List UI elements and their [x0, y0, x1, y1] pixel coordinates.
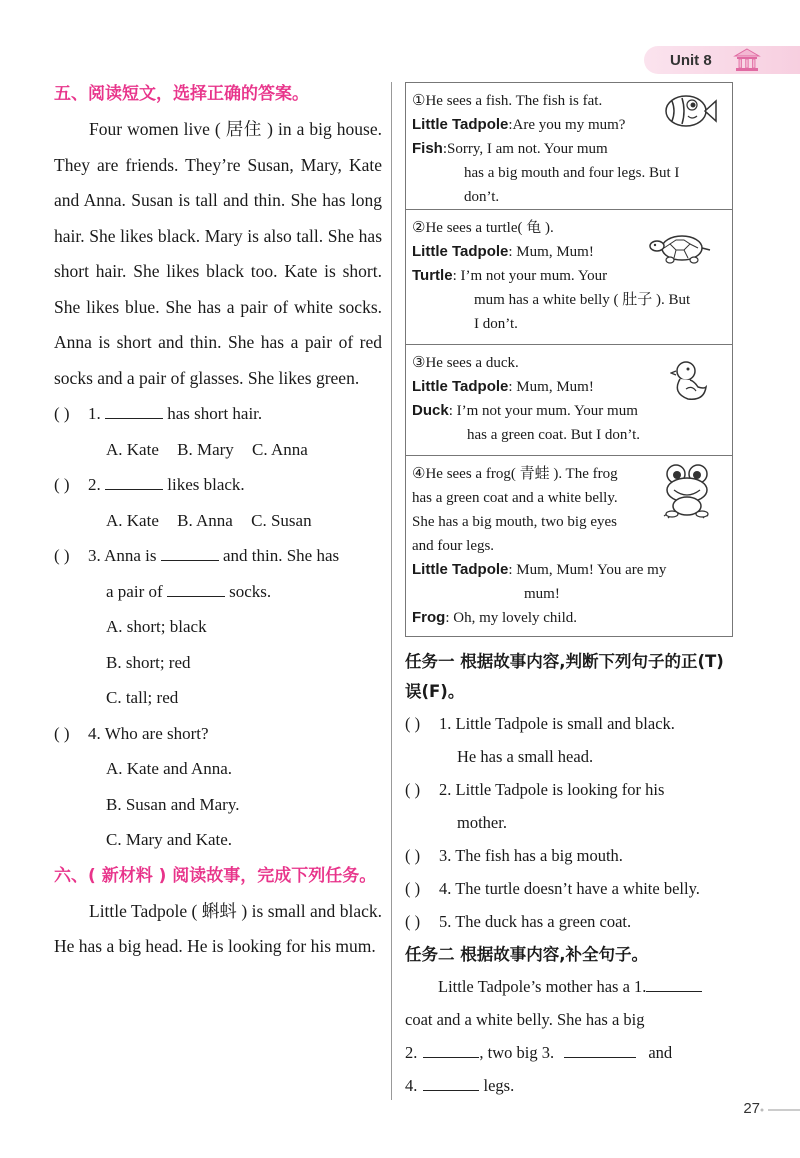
- story-panel-1: ①He sees a fish. The fish is fat. Little Tadpole:Are you my mum? Fish:Sorry, I am not. Your mum has a big mouth and four legs. But I don’t.: [406, 83, 732, 210]
- task1-item-3: ( ) 3. The fish has a big mouth.: [405, 846, 623, 865]
- page-dots-decoration: [760, 1108, 800, 1112]
- answer-blank[interactable]: [161, 546, 219, 561]
- question-3-option-c[interactable]: C. tall; red: [106, 688, 179, 707]
- story-box: [405, 82, 733, 637]
- right-column: ①He sees a fish. The fish is fat. Little Tadpole:Are you my mum? Fish:Sorry, I am not. Your mum has a big mouth and four legs. But I don’t. ②He sees a turtle( 龟 ). Little Tadpole: Mum, Mum! Turtle: I’m not your mum. Your mum has a white belly ( 肚子 ). But I don’t. ③He sees a duck. Little Tadpole: Mum, Mum! Duck: I’m not your mum. Your mum has a green coat. But I don’t. ④He sees a frog( 青蛙 ). The frog has a green coat and a white belly. She has a big mouth, two big eyes and four legs. Little Tadpole: Mum, Mum! You are my mum! Frog: Oh, my lovely child. 任务一 根据故事内容,判断下列句子的正(T)误(F)。 ( ) 1. Little Tadpole is small and black. He has a small head. ( ) 2. Little Tadpole is looking for his mother. ( ) 3. The fish has a big mouth. ( ) 4. The turtle doesn’t have a white belly. ( ) 5. The duck has a green coat. 任务二 根据故事内容,补全句子。 Little Tadpole’s mother has a 1. coat and a white belly. She has a big 2. , two big 3. and 4. legs.: [405, 82, 733, 1102]
- story-panel-4: ④He sees a frog( 青蛙 ). The frog has a green coat and a white belly. She has a big mouth, two big eyes and four legs. Little Tadpole: Mum, Mum! You are my mum! Frog: Oh, my lovely child.: [406, 456, 732, 636]
- task1-item-4: ( ) 4. The turtle doesn’t have a white belly.: [405, 879, 700, 898]
- answer-paren[interactable]: ( ): [54, 404, 70, 423]
- question-1: ( ) 1. has short hair.: [54, 396, 382, 432]
- unit-label: Unit 8: [670, 51, 712, 69]
- question-3-option-a[interactable]: A. short; black: [106, 617, 207, 636]
- section6-intro: Little Tadpole ( 蝌蚪 ) is small and black. He has a big head. He is looking for his mum.: [54, 900, 382, 956]
- left-column: [54, 78, 382, 965]
- temple-icon: [732, 46, 762, 74]
- story-panel-3: ③He sees a duck. Little Tadpole: Mum, Mum! Duck: I’m not your mum. Your mum has a green coat. But I don’t.: [406, 345, 732, 456]
- task2-title: 任务二 根据故事内容,补全句子。: [405, 945, 649, 964]
- question-2: ( ) 2. likes black.: [54, 467, 382, 503]
- question-3: ( ) 3. Anna is and thin. She has: [54, 538, 382, 574]
- unit-tab: [644, 46, 800, 74]
- section5-passage: Four women live ( 居住 ) in a big house. They are friends. They’re Susan, Mary, Kate and Anna. Susan is tall and thin. She has long hair. She likes black. Mary is also tall. She has short hair. She likes black too. Kate is short. She likes blue. She has a pair of white socks. Anna is short and thin. She has a pair of red socks and a pair of glasses. She likes green.: [54, 119, 382, 388]
- task1-item-5: ( ) 5. The duck has a green coat.: [405, 912, 632, 931]
- task2-line-1: Little Tadpole’s mother has a 1.: [405, 970, 733, 1003]
- turtle-icon: [648, 228, 714, 264]
- page-number: 27: [743, 1100, 760, 1117]
- section6-title: 六、( 新材料 ) 阅读故事，完成下列任务。: [54, 865, 377, 886]
- task2-line-4: 4. legs.: [405, 1076, 515, 1095]
- fill-blank-4[interactable]: [423, 1076, 479, 1091]
- question-3-line2: a pair of socks.: [106, 581, 272, 601]
- story-panel-2: ②He sees a turtle( 龟 ). Little Tadpole: Mum, Mum! Turtle: I’m not your mum. Your mum has a white belly ( 肚子 ). But I don’t.: [406, 210, 732, 345]
- section5-title: 五、阅读短文，选择正确的答案。: [54, 84, 309, 104]
- task2-line-3: 2. , two big 3. and: [405, 1043, 673, 1062]
- column-divider: [391, 82, 392, 1100]
- task1-title: 任务一 根据故事内容,判断下列句子的正(T)误(F)。: [405, 652, 724, 701]
- question-3-option-b[interactable]: B. short; red: [106, 652, 191, 672]
- answer-blank[interactable]: [105, 475, 163, 490]
- task2-line-2: coat and a white belly. She has a big: [405, 1010, 645, 1029]
- answer-blank[interactable]: [167, 582, 225, 597]
- answer-paren[interactable]: ( ): [54, 723, 70, 743]
- question-4: ( ) 4. Who are short?: [54, 716, 382, 752]
- answer-blank[interactable]: [105, 404, 163, 419]
- task1-item-1: ( ) 1. Little Tadpole is small and black.: [405, 714, 675, 733]
- answer-paren[interactable]: ( ): [54, 475, 70, 494]
- question-4-option-b[interactable]: B. Susan and Mary.: [106, 794, 240, 814]
- duck-icon: [670, 359, 710, 403]
- question-4-option-c[interactable]: C. Mary and Kate.: [106, 830, 233, 849]
- question-1-options: A. Kate B. Mary C. Anna: [106, 439, 308, 459]
- frog-icon: [658, 462, 716, 520]
- answer-paren[interactable]: ( ): [54, 546, 70, 565]
- fill-blank-2[interactable]: [423, 1043, 479, 1058]
- fill-blank-3[interactable]: [564, 1043, 636, 1058]
- fish-icon: [662, 91, 718, 131]
- question-4-option-a[interactable]: A. Kate and Anna.: [106, 759, 233, 778]
- question-2-options: A. Kate B. Anna C. Susan: [106, 510, 312, 530]
- task1-item-2: ( ) 2. Little Tadpole is looking for his: [405, 780, 665, 799]
- fill-blank-1[interactable]: [646, 977, 702, 992]
